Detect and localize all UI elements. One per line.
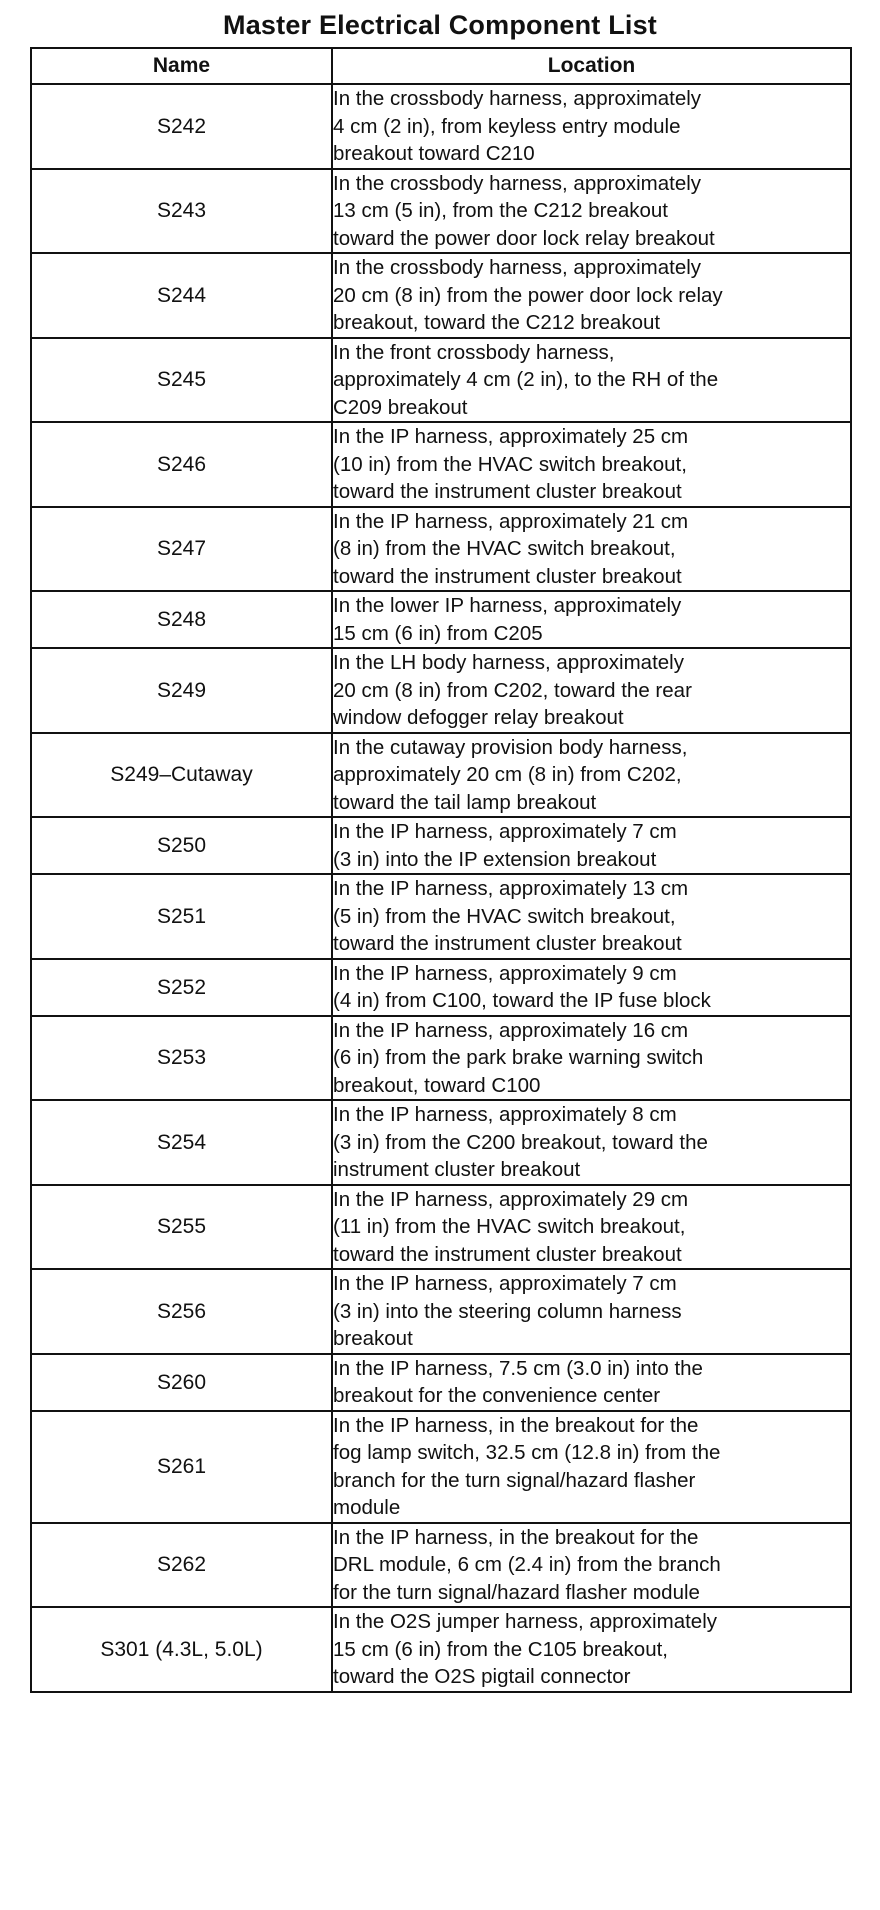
- component-name: S253: [31, 1016, 332, 1101]
- location-line: approximately 4 cm (2 in), to the RH of the: [333, 368, 719, 391]
- component-location: [332, 1269, 851, 1354]
- location-line: toward the instrument cluster breakout: [333, 932, 682, 955]
- location-line: (8 in) from the HVAC switch breakout,: [333, 537, 676, 560]
- location-line: toward the power door lock relay breakout: [333, 226, 715, 250]
- location-line: breakout toward C210: [333, 142, 535, 165]
- table-row: [31, 591, 851, 648]
- location-line: instrument cluster breakout: [333, 1158, 581, 1181]
- table-row: [31, 1269, 851, 1354]
- component-location: [332, 422, 851, 507]
- location-line: window defogger relay breakout: [333, 706, 624, 729]
- component-location: [332, 1411, 851, 1523]
- component-table: [30, 47, 852, 1693]
- location-line: In the IP harness, approximately 8 cm: [333, 1103, 677, 1126]
- component-name: S247: [31, 507, 332, 592]
- location-line: 15 cm (6 in) from the C105 breakout,: [333, 1637, 668, 1661]
- table-row: [31, 1185, 851, 1270]
- location-line: In the IP harness, approximately 29 cm: [333, 1187, 689, 1211]
- table-row: [31, 1523, 851, 1608]
- table-row: [31, 84, 851, 169]
- location-line: In the front crossbody harness,: [333, 340, 615, 364]
- location-line: breakout, toward the C212 breakout: [333, 311, 661, 334]
- location-line: In the IP harness, in the breakout for the: [333, 1413, 699, 1437]
- component-name: S261: [31, 1411, 332, 1523]
- component-name: S249: [31, 648, 332, 733]
- component-location: [332, 874, 851, 959]
- location-line: (3 in) into the steering column harness: [333, 1299, 682, 1323]
- location-line: In the LH body harness, approximately: [333, 651, 684, 674]
- location-line: breakout: [333, 1327, 413, 1350]
- component-location: [332, 507, 851, 592]
- table-header-row: [31, 48, 851, 84]
- component-name: S252: [31, 959, 332, 1016]
- table-row: [31, 874, 851, 959]
- location-line: In the IP harness, approximately 9 cm: [333, 961, 677, 985]
- component-name: S249–Cutaway: [31, 733, 332, 818]
- component-location: [332, 338, 851, 423]
- component-name: S262: [31, 1523, 332, 1608]
- location-line: In the IP harness, in the breakout for the: [333, 1525, 699, 1549]
- location-line: module: [333, 1496, 401, 1519]
- location-line: In the IP harness, approximately 25 cm: [333, 425, 689, 448]
- table-row: [31, 817, 851, 874]
- table-row: [31, 1607, 851, 1692]
- location-line: 4 cm (2 in), from keyless entry module: [333, 114, 681, 138]
- location-line: (6 in) from the park brake warning switch: [333, 1046, 704, 1069]
- location-line: In the IP harness, approximately 16 cm: [333, 1018, 689, 1042]
- location-line: In the O2S jumper harness, approximately: [333, 1610, 717, 1633]
- location-line: (5 in) from the HVAC switch breakout,: [333, 904, 676, 928]
- table-row: [31, 1016, 851, 1101]
- table-row: [31, 422, 851, 507]
- location-line: toward the instrument cluster breakout: [333, 480, 682, 503]
- component-name: S245: [31, 338, 332, 423]
- column-header-name: Name: [31, 48, 332, 84]
- location-line: 20 cm (8 in) from C202, toward the rear: [333, 678, 692, 702]
- location-line: breakout, toward C100: [333, 1073, 541, 1097]
- location-line: toward the tail lamp breakout: [333, 790, 597, 814]
- location-line: In the IP harness, approximately 13 cm: [333, 877, 689, 900]
- component-location: [332, 1100, 851, 1185]
- component-name: S256: [31, 1269, 332, 1354]
- component-name: S246: [31, 422, 332, 507]
- table-row: [31, 253, 851, 338]
- component-name: S251: [31, 874, 332, 959]
- component-name: S254: [31, 1100, 332, 1185]
- location-line: (3 in) into the IP extension breakout: [333, 847, 657, 871]
- component-name: S260: [31, 1354, 332, 1411]
- column-header-location: Location: [332, 48, 851, 84]
- component-location: [332, 591, 851, 648]
- location-line: In the lower IP harness, approximately: [333, 594, 682, 617]
- component-location: [332, 1523, 851, 1608]
- table-row: [31, 959, 851, 1016]
- location-line: 15 cm (6 in) from C205: [333, 621, 543, 645]
- location-line: In the IP harness, approximately 21 cm: [333, 509, 689, 533]
- table-row: [31, 169, 851, 254]
- location-line: In the IP harness, approximately 7 cm: [333, 1272, 677, 1295]
- table-row: [31, 733, 851, 818]
- location-line: branch for the turn signal/hazard flasher: [333, 1468, 696, 1492]
- component-location: [332, 84, 851, 169]
- location-line: In the IP harness, 7.5 cm (3.0 in) into the: [333, 1356, 703, 1380]
- component-location: [332, 1354, 851, 1411]
- location-line: for the turn signal/hazard flasher module: [333, 1580, 700, 1604]
- location-line: (11 in) from the HVAC switch breakout,: [333, 1215, 686, 1238]
- location-line: C209 breakout: [333, 395, 468, 419]
- component-name: S242: [31, 84, 332, 169]
- table-row: [31, 648, 851, 733]
- table-row: [31, 507, 851, 592]
- location-line: In the crossbody harness, approximately: [333, 171, 702, 195]
- component-location: [332, 959, 851, 1016]
- component-location: [332, 169, 851, 254]
- location-line: In the cutaway provision body harness,: [333, 735, 688, 759]
- location-line: breakout for the convenience center: [333, 1384, 661, 1407]
- component-name: S244: [31, 253, 332, 338]
- location-line: 20 cm (8 in) from the power door lock relay: [333, 283, 723, 307]
- table-row: [31, 1411, 851, 1523]
- component-location: [332, 817, 851, 874]
- component-location: [332, 1016, 851, 1101]
- table-row: [31, 338, 851, 423]
- component-name: S243: [31, 169, 332, 254]
- table-row: [31, 1354, 851, 1411]
- component-name: S301 (4.3L, 5.0L): [31, 1607, 332, 1692]
- location-line: In the crossbody harness, approximately: [333, 256, 702, 279]
- location-line: (10 in) from the HVAC switch breakout,: [333, 452, 687, 476]
- component-location: [332, 733, 851, 818]
- component-name: S255: [31, 1185, 332, 1270]
- table-row: [31, 1100, 851, 1185]
- location-line: (3 in) from the C200 breakout, toward the: [333, 1130, 708, 1154]
- location-line: toward the O2S pigtail connector: [333, 1665, 631, 1688]
- location-line: (4 in) from C100, toward the IP fuse block: [333, 989, 711, 1012]
- component-name: S248: [31, 591, 332, 648]
- component-location: [332, 253, 851, 338]
- location-line: In the IP harness, approximately 7 cm: [333, 820, 677, 843]
- component-name: S250: [31, 817, 332, 874]
- component-location: [332, 648, 851, 733]
- location-line: In the crossbody harness, approximately: [333, 87, 702, 110]
- location-line: DRL module, 6 cm (2.4 in) from the branch: [333, 1553, 721, 1576]
- table-body: [31, 84, 851, 1692]
- location-line: 13 cm (5 in), from the C212 breakout: [333, 199, 668, 222]
- location-line: toward the instrument cluster breakout: [333, 1242, 682, 1266]
- location-line: fog lamp switch, 32.5 cm (12.8 in) from the: [333, 1441, 721, 1464]
- location-line: approximately 20 cm (8 in) from C202,: [333, 763, 682, 786]
- document-title: Master Electrical Component List: [223, 10, 657, 40]
- component-location: [332, 1607, 851, 1692]
- location-line: toward the instrument cluster breakout: [333, 564, 682, 588]
- component-location: [332, 1185, 851, 1270]
